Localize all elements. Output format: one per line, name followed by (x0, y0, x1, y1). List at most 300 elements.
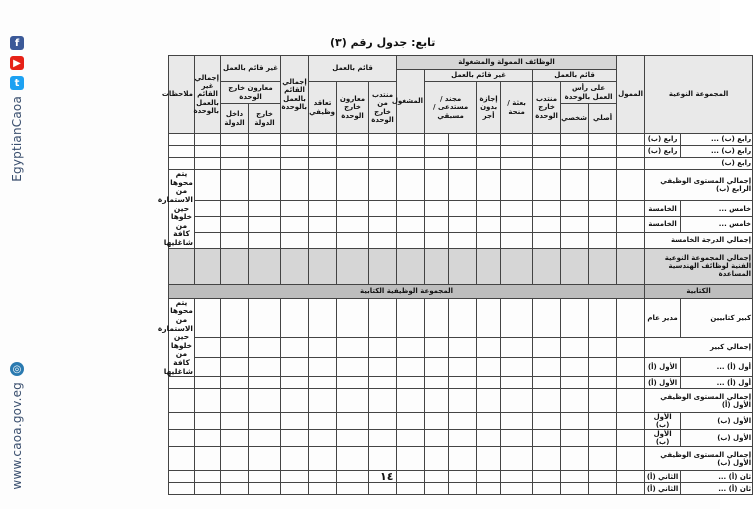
value-cell[interactable] (195, 217, 221, 233)
value-cell[interactable] (449, 483, 477, 495)
value-cell[interactable] (589, 377, 617, 389)
value-cell[interactable] (617, 134, 645, 146)
value-cell[interactable] (589, 337, 617, 357)
value-cell[interactable] (281, 217, 309, 233)
value-cell[interactable] (425, 389, 449, 413)
value-cell[interactable] (397, 357, 425, 377)
value-cell[interactable] (195, 232, 221, 248)
value-cell[interactable] (617, 377, 645, 389)
value-cell[interactable] (221, 134, 249, 146)
value-cell[interactable] (533, 357, 561, 377)
value-cell[interactable] (221, 447, 249, 471)
value-cell[interactable] (589, 471, 617, 483)
value-cell[interactable] (477, 337, 501, 357)
value-cell[interactable] (449, 201, 477, 217)
value-cell[interactable] (533, 217, 561, 233)
value-cell[interactable] (533, 248, 561, 284)
value-cell[interactable] (369, 337, 397, 357)
value-cell[interactable] (281, 413, 309, 430)
value-cell[interactable] (281, 158, 309, 170)
value-cell[interactable] (397, 217, 425, 233)
globe-icon[interactable]: ◎ (10, 362, 24, 376)
value-cell[interactable] (617, 201, 645, 217)
value-cell[interactable] (195, 158, 221, 170)
value-cell[interactable] (281, 447, 309, 471)
value-cell[interactable] (617, 413, 645, 430)
value-cell[interactable] (337, 389, 369, 413)
value-cell[interactable] (501, 337, 533, 357)
value-cell[interactable] (221, 430, 249, 447)
value-cell[interactable] (533, 232, 561, 248)
value-cell[interactable] (589, 170, 617, 201)
value-cell[interactable] (369, 298, 397, 337)
value-cell[interactable] (249, 298, 281, 337)
value-cell[interactable] (477, 134, 501, 146)
value-cell[interactable] (561, 146, 589, 158)
value-cell[interactable] (249, 337, 281, 357)
value-cell[interactable] (337, 232, 369, 248)
value-cell[interactable] (477, 377, 501, 389)
facebook-icon[interactable]: f (10, 36, 24, 50)
value-cell[interactable] (397, 248, 425, 284)
value-cell[interactable] (397, 389, 425, 413)
value-cell[interactable] (589, 248, 617, 284)
value-cell[interactable] (533, 146, 561, 158)
value-cell[interactable] (397, 232, 425, 248)
value-cell[interactable] (337, 158, 369, 170)
value-cell[interactable] (309, 413, 337, 430)
value-cell[interactable] (309, 389, 337, 413)
value-cell[interactable] (397, 170, 425, 201)
value-cell[interactable] (589, 298, 617, 337)
value-cell[interactable] (397, 146, 425, 158)
value-cell[interactable] (369, 447, 397, 471)
value-cell[interactable] (337, 298, 369, 337)
value-cell[interactable] (501, 447, 533, 471)
value-cell[interactable] (561, 134, 589, 146)
value-cell[interactable] (281, 483, 309, 495)
value-cell[interactable] (397, 337, 425, 357)
value-cell[interactable] (477, 158, 501, 170)
value-cell[interactable] (281, 471, 309, 483)
value-cell[interactable] (221, 248, 249, 284)
value-cell[interactable] (195, 377, 221, 389)
value-cell[interactable] (477, 170, 501, 201)
value-cell[interactable] (309, 146, 337, 158)
value-cell[interactable] (501, 471, 533, 483)
value-cell[interactable] (501, 170, 533, 201)
value-cell[interactable] (249, 170, 281, 201)
value-cell[interactable] (249, 232, 281, 248)
value-cell[interactable] (249, 430, 281, 447)
value-cell[interactable] (221, 471, 249, 483)
value-cell[interactable] (477, 201, 501, 217)
value-cell[interactable] (501, 483, 533, 495)
value-cell[interactable] (449, 298, 477, 337)
value-cell[interactable] (617, 483, 645, 495)
value-cell[interactable] (425, 248, 449, 284)
value-cell[interactable] (561, 232, 589, 248)
value-cell[interactable] (195, 248, 221, 284)
value-cell[interactable] (425, 337, 449, 357)
value-cell[interactable] (501, 357, 533, 377)
value-cell[interactable] (617, 298, 645, 337)
value-cell[interactable] (617, 146, 645, 158)
value-cell[interactable] (195, 471, 221, 483)
value-cell[interactable] (425, 483, 449, 495)
value-cell[interactable] (281, 232, 309, 248)
value-cell[interactable] (397, 471, 425, 483)
value-cell[interactable] (221, 389, 249, 413)
value-cell[interactable] (249, 201, 281, 217)
value-cell[interactable] (449, 377, 477, 389)
value-cell[interactable] (337, 471, 369, 483)
value-cell[interactable] (449, 357, 477, 377)
value-cell[interactable] (281, 430, 309, 447)
value-cell[interactable] (309, 170, 337, 201)
value-cell[interactable] (561, 389, 589, 413)
value-cell[interactable] (397, 158, 425, 170)
value-cell[interactable] (195, 298, 221, 337)
value-cell[interactable] (533, 377, 561, 389)
value-cell[interactable] (589, 413, 617, 430)
value-cell[interactable] (561, 483, 589, 495)
value-cell[interactable] (221, 413, 249, 430)
value-cell[interactable] (477, 217, 501, 233)
value-cell[interactable] (337, 483, 369, 495)
value-cell[interactable] (501, 413, 533, 430)
value-cell[interactable] (369, 357, 397, 377)
value-cell[interactable] (533, 413, 561, 430)
value-cell[interactable] (309, 232, 337, 248)
value-cell[interactable] (617, 337, 645, 357)
value-cell[interactable] (309, 483, 337, 495)
value-cell[interactable] (533, 134, 561, 146)
value-cell[interactable] (425, 471, 449, 483)
value-cell[interactable] (249, 134, 281, 146)
value-cell[interactable] (369, 430, 397, 447)
value-cell[interactable] (337, 217, 369, 233)
value-cell[interactable] (337, 447, 369, 471)
value-cell[interactable] (477, 146, 501, 158)
value-cell[interactable] (561, 430, 589, 447)
value-cell[interactable] (501, 389, 533, 413)
value-cell[interactable] (533, 298, 561, 337)
value-cell[interactable] (449, 232, 477, 248)
value-cell[interactable] (337, 170, 369, 201)
value-cell[interactable] (221, 337, 249, 357)
value-cell[interactable] (617, 389, 645, 413)
value-cell[interactable] (169, 447, 195, 471)
value-cell[interactable] (397, 377, 425, 389)
value-cell[interactable] (249, 248, 281, 284)
value-cell[interactable] (309, 158, 337, 170)
value-cell[interactable] (281, 134, 309, 146)
value-cell[interactable] (501, 232, 533, 248)
value-cell[interactable] (561, 201, 589, 217)
value-cell[interactable] (449, 170, 477, 201)
value-cell[interactable] (249, 413, 281, 430)
value-cell[interactable] (337, 201, 369, 217)
twitter-icon[interactable]: t (10, 76, 24, 90)
value-cell[interactable] (533, 430, 561, 447)
value-cell[interactable] (397, 298, 425, 337)
value-cell[interactable] (617, 232, 645, 248)
value-cell[interactable] (169, 134, 195, 146)
value-cell[interactable] (589, 483, 617, 495)
value-cell[interactable] (449, 248, 477, 284)
value-cell[interactable] (169, 158, 195, 170)
value-cell[interactable] (249, 471, 281, 483)
value-cell[interactable] (533, 158, 561, 170)
value-cell[interactable] (169, 248, 195, 284)
value-cell[interactable] (561, 471, 589, 483)
value-cell[interactable] (309, 471, 337, 483)
value-cell[interactable] (369, 217, 397, 233)
value-cell[interactable] (425, 134, 449, 146)
value-cell[interactable] (561, 447, 589, 471)
value-cell[interactable] (477, 357, 501, 377)
value-cell[interactable] (501, 248, 533, 284)
value-cell[interactable] (589, 146, 617, 158)
value-cell[interactable] (425, 146, 449, 158)
value-cell[interactable] (337, 134, 369, 146)
value-cell[interactable] (561, 357, 589, 377)
value-cell[interactable] (425, 377, 449, 389)
value-cell[interactable] (449, 430, 477, 447)
value-cell[interactable] (477, 471, 501, 483)
value-cell[interactable] (449, 146, 477, 158)
value-cell[interactable] (281, 357, 309, 377)
value-cell[interactable] (449, 471, 477, 483)
value-cell[interactable] (281, 377, 309, 389)
value-cell[interactable] (169, 483, 195, 495)
value-cell[interactable] (501, 201, 533, 217)
value-cell[interactable] (337, 248, 369, 284)
value-cell[interactable] (169, 146, 195, 158)
value-cell[interactable] (309, 298, 337, 337)
value-cell[interactable] (309, 337, 337, 357)
value-cell[interactable] (501, 377, 533, 389)
value-cell[interactable] (425, 201, 449, 217)
value-cell[interactable] (533, 389, 561, 413)
value-cell[interactable] (533, 447, 561, 471)
value-cell[interactable] (533, 337, 561, 357)
value-cell[interactable] (169, 471, 195, 483)
value-cell[interactable] (249, 146, 281, 158)
value-cell[interactable] (195, 337, 221, 357)
value-cell[interactable] (221, 232, 249, 248)
value-cell[interactable] (589, 447, 617, 471)
value-cell[interactable] (501, 146, 533, 158)
value-cell[interactable] (501, 430, 533, 447)
value-cell[interactable] (617, 357, 645, 377)
value-cell[interactable] (589, 201, 617, 217)
value-cell[interactable] (221, 298, 249, 337)
value-cell[interactable] (309, 201, 337, 217)
value-cell[interactable] (449, 217, 477, 233)
value-cell[interactable] (425, 357, 449, 377)
value-cell[interactable] (169, 413, 195, 430)
value-cell[interactable] (561, 298, 589, 337)
value-cell[interactable] (369, 248, 397, 284)
value-cell[interactable] (337, 413, 369, 430)
value-cell[interactable] (533, 483, 561, 495)
value-cell[interactable] (617, 217, 645, 233)
value-cell[interactable] (477, 483, 501, 495)
value-cell[interactable] (249, 447, 281, 471)
youtube-icon[interactable]: ▶ (10, 56, 24, 70)
value-cell[interactable] (337, 337, 369, 357)
value-cell[interactable] (249, 217, 281, 233)
value-cell[interactable] (309, 357, 337, 377)
value-cell[interactable] (195, 357, 221, 377)
value-cell[interactable] (169, 389, 195, 413)
value-cell[interactable] (501, 158, 533, 170)
value-cell[interactable] (589, 357, 617, 377)
value-cell[interactable] (281, 337, 309, 357)
value-cell[interactable] (369, 232, 397, 248)
value-cell[interactable] (449, 447, 477, 471)
value-cell[interactable] (195, 483, 221, 495)
value-cell[interactable] (195, 134, 221, 146)
value-cell[interactable] (195, 170, 221, 201)
value-cell[interactable] (369, 413, 397, 430)
value-cell[interactable] (425, 413, 449, 430)
value-cell[interactable] (221, 377, 249, 389)
value-cell[interactable] (477, 389, 501, 413)
value-cell[interactable] (281, 389, 309, 413)
value-cell[interactable] (561, 170, 589, 201)
value-cell[interactable] (309, 447, 337, 471)
value-cell[interactable] (221, 158, 249, 170)
value-cell[interactable] (309, 248, 337, 284)
value-cell[interactable] (425, 217, 449, 233)
value-cell[interactable] (477, 298, 501, 337)
value-cell[interactable] (337, 146, 369, 158)
value-cell[interactable] (369, 483, 397, 495)
value-cell[interactable] (589, 430, 617, 447)
value-cell[interactable] (281, 170, 309, 201)
value-cell[interactable] (281, 298, 309, 337)
value-cell[interactable] (249, 389, 281, 413)
value-cell[interactable] (425, 447, 449, 471)
value-cell[interactable] (533, 170, 561, 201)
value-cell[interactable] (477, 413, 501, 430)
value-cell[interactable] (369, 146, 397, 158)
value-cell[interactable] (449, 389, 477, 413)
value-cell[interactable] (309, 377, 337, 389)
value-cell[interactable] (397, 447, 425, 471)
value-cell[interactable] (195, 201, 221, 217)
value-cell[interactable] (561, 158, 589, 170)
value-cell[interactable] (309, 134, 337, 146)
value-cell[interactable] (617, 158, 645, 170)
value-cell[interactable] (195, 389, 221, 413)
value-cell[interactable] (369, 201, 397, 217)
value-cell[interactable] (617, 170, 645, 201)
value-cell[interactable] (169, 430, 195, 447)
value-cell[interactable] (249, 377, 281, 389)
value-cell[interactable] (397, 134, 425, 146)
value-cell[interactable] (617, 248, 645, 284)
value-cell[interactable] (249, 483, 281, 495)
value-cell[interactable] (397, 413, 425, 430)
value-cell[interactable] (425, 430, 449, 447)
value-cell[interactable] (309, 217, 337, 233)
value-cell[interactable] (449, 158, 477, 170)
value-cell[interactable] (221, 146, 249, 158)
value-cell[interactable] (369, 134, 397, 146)
value-cell[interactable] (561, 337, 589, 357)
value-cell[interactable] (249, 158, 281, 170)
value-cell[interactable] (221, 483, 249, 495)
value-cell[interactable] (425, 298, 449, 337)
value-cell[interactable] (425, 170, 449, 201)
value-cell[interactable] (249, 357, 281, 377)
value-cell[interactable] (369, 377, 397, 389)
value-cell[interactable] (561, 377, 589, 389)
value-cell[interactable] (533, 201, 561, 217)
value-cell[interactable] (397, 430, 425, 447)
value-cell[interactable] (369, 158, 397, 170)
value-cell[interactable] (169, 377, 195, 389)
value-cell[interactable] (309, 430, 337, 447)
value-cell[interactable] (501, 217, 533, 233)
value-cell[interactable] (221, 217, 249, 233)
value-cell[interactable] (501, 298, 533, 337)
value-cell[interactable] (281, 201, 309, 217)
value-cell[interactable] (501, 134, 533, 146)
value-cell[interactable] (477, 447, 501, 471)
value-cell[interactable] (449, 413, 477, 430)
value-cell[interactable] (561, 248, 589, 284)
value-cell[interactable] (589, 158, 617, 170)
value-cell[interactable] (589, 232, 617, 248)
value-cell[interactable] (533, 471, 561, 483)
value-cell[interactable] (195, 413, 221, 430)
value-cell[interactable] (221, 170, 249, 201)
value-cell[interactable] (281, 146, 309, 158)
value-cell[interactable] (425, 158, 449, 170)
value-cell[interactable] (425, 232, 449, 248)
value-cell[interactable] (221, 357, 249, 377)
value-cell[interactable] (337, 430, 369, 447)
value-cell[interactable] (397, 483, 425, 495)
value-cell[interactable] (561, 217, 589, 233)
value-cell[interactable] (369, 170, 397, 201)
value-cell[interactable] (477, 248, 501, 284)
value-cell[interactable] (281, 248, 309, 284)
value-cell[interactable] (477, 232, 501, 248)
value-cell[interactable] (617, 447, 645, 471)
value-cell[interactable] (617, 430, 645, 447)
value-cell[interactable] (449, 337, 477, 357)
value-cell[interactable] (449, 134, 477, 146)
value-cell[interactable] (589, 134, 617, 146)
value-cell[interactable] (221, 201, 249, 217)
value-cell[interactable] (397, 201, 425, 217)
value-cell[interactable] (589, 217, 617, 233)
value-cell[interactable] (561, 413, 589, 430)
value-cell[interactable] (337, 357, 369, 377)
value-cell[interactable] (337, 377, 369, 389)
value-cell[interactable] (195, 430, 221, 447)
value-cell[interactable] (477, 430, 501, 447)
value-cell[interactable] (617, 471, 645, 483)
value-cell[interactable] (369, 389, 397, 413)
value-cell[interactable] (589, 389, 617, 413)
